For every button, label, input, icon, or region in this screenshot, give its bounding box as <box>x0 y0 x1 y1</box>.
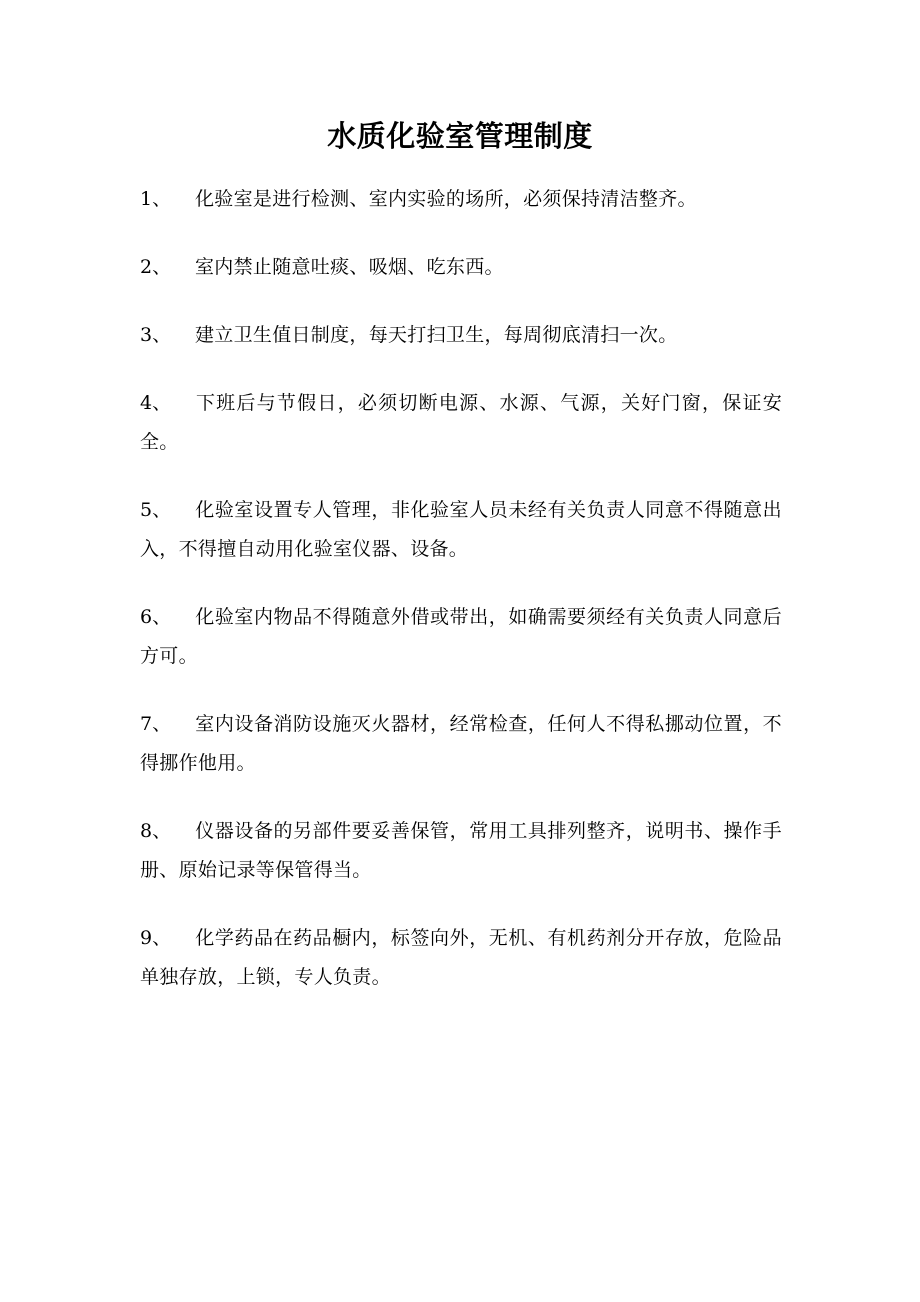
rule-text: 室内禁止随意吐痰、吸烟、吃东西。 <box>195 256 504 278</box>
rule-text: 化学药品在药品橱内，标签向外，无机、有机药剂分开存放，危险品单独存放，上锁，专人负责。 <box>140 927 782 988</box>
rules-list <box>140 180 782 1026</box>
rule-item-9 <box>140 919 782 997</box>
rule-text: 化验室是进行检测、室内实验的场所，必须保持清洁整齐。 <box>195 188 697 210</box>
rule-item-8 <box>140 812 782 890</box>
rule-number: 4、 <box>140 392 172 414</box>
rule-number: 5、 <box>140 499 172 521</box>
rule-text: 建立卫生值日制度，每天打扫卫生，每周彻底清扫一次。 <box>195 324 678 346</box>
rule-text: 下班后与节假日，必须切断电源、水源、气源，关好门窗，保证安全。 <box>140 392 782 453</box>
rule-item-6 <box>140 598 782 676</box>
rule-text: 化验室内物品不得随意外借或带出，如确需要须经有关负责人同意后方可。 <box>140 606 782 667</box>
rule-item-5 <box>140 491 782 569</box>
rule-number: 2、 <box>140 256 172 278</box>
rule-item-7 <box>140 705 782 783</box>
rule-number: 6、 <box>140 606 172 628</box>
rule-number: 9、 <box>140 927 172 949</box>
page-title: 水质化验室管理制度 <box>327 119 593 153</box>
rule-text: 室内设备消防设施灭火器材，经常检查，任何人不得私挪动位置，不得挪作他用。 <box>140 713 782 774</box>
rule-item-3 <box>140 316 782 355</box>
rule-text: 化验室设置专人管理，非化验室人员未经有关负责人同意不得随意出入，不得擅自动用化验室仪器、设备。 <box>140 499 782 560</box>
rule-number: 7、 <box>140 713 172 735</box>
rule-number: 3、 <box>140 324 172 346</box>
rule-number: 8、 <box>140 820 172 842</box>
rule-number: 1、 <box>140 188 172 210</box>
rule-item-2 <box>140 248 782 287</box>
rule-text: 仪器设备的另部件要妥善保管，常用工具排列整齐，说明书、操作手册、原始记录等保管得当。 <box>140 820 782 881</box>
rule-item-4 <box>140 384 782 462</box>
rule-item-1 <box>140 180 782 219</box>
